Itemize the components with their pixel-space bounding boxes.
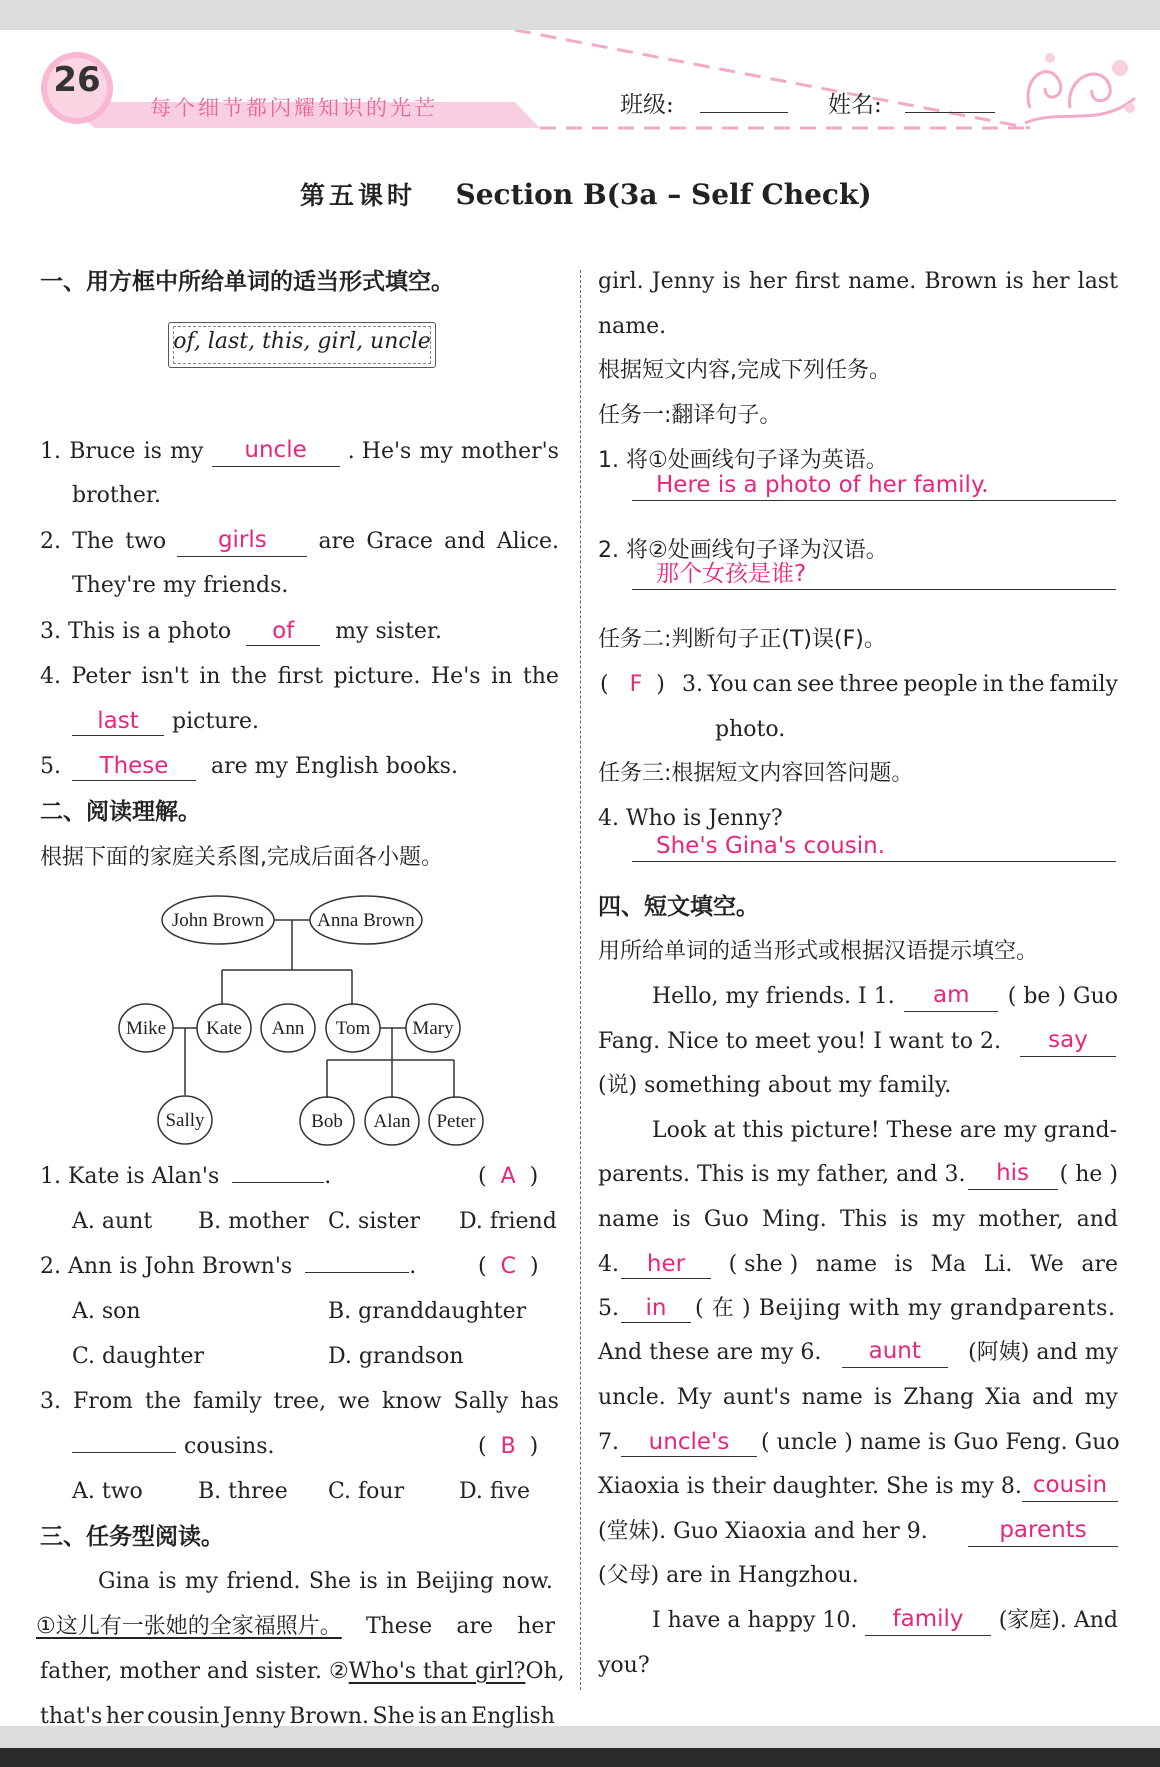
class-label: 班级:	[620, 92, 674, 118]
cloze-line-3: (说) something about my family.	[598, 1073, 952, 1098]
task2-q3-cont: photo.	[715, 717, 786, 742]
class-field[interactable]	[700, 112, 788, 113]
cloze-line-11: 7. uncle's ( uncle ) name is Guo Feng. Guo	[598, 1429, 1120, 1455]
answer-blank[interactable]: family	[865, 1606, 991, 1636]
answer-blank[interactable]: of	[246, 618, 320, 646]
part1-q4-cont: last picture.	[72, 707, 259, 737]
answer-blank[interactable]: aunt	[842, 1338, 948, 1368]
task3-heading: 任务三:根据短文内容回答问题。	[598, 761, 914, 786]
part1-heading: 一、用方框中所给单词的适当形式填空。	[40, 269, 454, 295]
task2-choice[interactable]: ( F )	[600, 672, 665, 697]
part1-q3: 3. This is a photo of my sister.	[40, 618, 443, 644]
part2-q3-stem: 3. From the family tree, we know Sally has	[40, 1389, 559, 1414]
answer-blank[interactable]: last	[72, 708, 164, 736]
tree-label-john: John Brown	[171, 910, 265, 931]
part4-heading: 四、短文填空。	[598, 894, 759, 920]
passage-line-2: ①这儿有一张她的全家福照片。 These are her	[36, 1612, 555, 1642]
flower-ornament-icon	[1010, 38, 1150, 138]
passage-line-6: name.	[598, 314, 667, 339]
passage-line-1: Gina is my friend. She is in Beijing now.	[98, 1569, 553, 1594]
cloze-line-4: Look at this picture! These are my grand-	[652, 1118, 1118, 1143]
answer-blank[interactable]: cousin	[1022, 1472, 1118, 1502]
answer-blank[interactable]: say	[1020, 1027, 1116, 1057]
answer-blank[interactable]: These	[72, 753, 196, 781]
part1-q1: 1. Bruce is my uncle . He's my mother's	[40, 437, 559, 467]
task1-heading: 任务一:翻译句子。	[598, 403, 782, 428]
cloze-line-14: (父母) are in Hangzhou.	[598, 1563, 859, 1588]
part3-heading: 三、任务型阅读。	[40, 1524, 224, 1550]
answer-blank[interactable]	[305, 1272, 409, 1273]
task1-a1-field[interactable]: Here is a photo of her family.	[632, 470, 1116, 501]
page-title	[300, 176, 872, 212]
cloze-line-5: parents. This is my father, and 3. his ( he )	[598, 1160, 1118, 1190]
part2-heading: 二、阅读理解。	[40, 799, 201, 825]
part2-q3-choice[interactable]: ( B )	[478, 1434, 539, 1459]
cloze-line-9: And these are my 6. aunt (阿姨) and my	[598, 1338, 1118, 1368]
part2-q1-choice[interactable]: ( A )	[478, 1164, 539, 1189]
cloze-line-15: I have a happy 10. family (家庭). And	[652, 1606, 1118, 1636]
tree-label-mary: Mary	[412, 1018, 454, 1039]
header-banner	[0, 30, 1160, 150]
name-label: 姓名:	[828, 92, 882, 118]
answer-blank[interactable]: am	[904, 982, 998, 1012]
answer-blank[interactable]: uncle	[212, 437, 340, 467]
underlined-sentence-1: ①这儿有一张她的全家福照片。	[36, 1614, 342, 1639]
answer-blank[interactable]: her	[621, 1251, 711, 1279]
part1-q4: 4. Peter isn't in the first picture. He's in the	[40, 664, 559, 689]
tree-label-kate: Kate	[206, 1018, 242, 1039]
task1-a2-field[interactable]: 那个女孩是谁?	[632, 559, 1116, 590]
part4-instruction: 用所给单词的适当形式或根据汉语提示填空。	[598, 939, 1039, 964]
answer-blank[interactable]: girls	[177, 527, 307, 557]
passage-line-3: father, mother and sister. ②Who's that girl? Oh,	[40, 1659, 565, 1684]
header-slogan: 每个细节都闪耀知识的光芒	[150, 96, 438, 120]
worksheet-page: 26 每个细节都闪耀知识的光芒 班级: 姓名: 第五课时 Section B(3a – Self Check) 一、用方框中所给单词的适当形式填空。 of, last, this, girl, uncle 1. Bruce is my uncle . He's my mother's brother. 2. The two girls are Grace and Alice. They're my friends. 3. This is a photo of my sister. 4. Peter isn't in the first picture. He's in the last picture. 5. These are my English books. 二、阅读理解。 根据下面的家庭关系图,完成后面各小题。 John Brown Anna Brown Mike Kate Ann Tom Mary Sally Bob Alan Peter 1. Kate is Alan's . ( A ) A. aunt B. mother C. sister D. friend 2. Ann is John Brown's . ( C ) A. son B. granddaughter C. daughter D. grandson 3. From the family tree, we know Sally has cousins. ( B ) A. two B. three C. four D. five 三、任务型阅读。 Gina is my friend. She is in Beijing now. ①这儿有一张她的全家福照片。 These are her father, mother and sister. ②Who's that girl? Oh, that's her cousin Jenny Brown. She is an English girl. Jenny is her first name. Brown is her last name. 根据短文内容,完成下列任务。 任务一:翻译句子。 1. 将①处画线句子译为英语。 Here is a photo of her family. 2. 将②处画线句子译为汉语。 那个女孩是谁? 任务二:判断句子正(T)误(F)。 ( F ) 3. You can see three people in the family photo. 任务三:根据短文内容回答问题。 4. Who is Jenny? She's Gina's cousin. 四、短文填空。 用所给单词的适当形式或根据汉语提示填空。 Hello, my friends. I 1. am ( be ) Guo Fang. Nice to meet you! I want to 2. say (说) something about my family. Look at this picture! These are my grand- parents. This is my father, and 3. his ( he ) name is Guo Ming. This is my mother, and 4. her ( she ) name is Ma Li. We are 5. in ( 在 ) Beijing with my grandparents. And these are my 6. aunt (阿姨) and my uncle. My aunt's name is Zhang Xia and my 7. uncle's ( uncle ) name is Guo Feng. Guo Xiaoxia is their daughter. She is my 8. cousin (堂妹). Guo Xiaoxia and her 9. parents (父母) are in Hangzhou. I have a happy 10. family (家庭). And you?	[0, 30, 1160, 1726]
tree-label-alan: Alan	[373, 1111, 411, 1132]
part1-q2-cont: They're my friends.	[72, 573, 289, 598]
lesson-label: 第五课时	[300, 181, 417, 210]
tree-label-peter: Peter	[436, 1111, 476, 1132]
page-number: 26	[53, 60, 101, 100]
bottom-bar	[0, 1748, 1160, 1767]
underlined-sentence-2: Who's that girl?	[348, 1659, 526, 1684]
name-field[interactable]	[905, 112, 995, 113]
answer-blank[interactable]	[72, 1452, 176, 1453]
task2-q3: 3. You can see three people in the family	[682, 672, 1118, 697]
section-label: Section B(3a – Self Check)	[455, 178, 872, 211]
cloze-line-10: uncle. My aunt's name is Zhang Xia and my	[598, 1385, 1118, 1410]
tree-label-ann: Ann	[271, 1018, 305, 1039]
task3-q4: 4. Who is Jenny?	[598, 806, 783, 831]
part2-q2-choice[interactable]: ( C )	[478, 1254, 539, 1279]
tree-label-anna: Anna Brown	[317, 910, 415, 931]
task2-heading: 任务二:判断句子正(T)误(F)。	[598, 627, 886, 652]
cloze-line-1: Hello, my friends. I 1. am ( be ) Guo	[652, 982, 1118, 1012]
answer-blank[interactable]: his	[968, 1160, 1058, 1190]
part2-instruction: 根据下面的家庭关系图,完成后面各小题。	[40, 845, 443, 870]
tree-label-mike: Mike	[125, 1018, 167, 1039]
cloze-line-13: (堂妹). Guo Xiaoxia and her 9. parents	[598, 1517, 1118, 1547]
answer-blank[interactable]: in	[621, 1295, 691, 1323]
tree-label-sally: Sally	[165, 1110, 205, 1131]
cloze-line-2: Fang. Nice to meet you! I want to 2. say	[598, 1027, 1116, 1057]
cloze-line-8: 5. in ( 在 ) Beijing with my grandparents.	[598, 1295, 1116, 1321]
answer-blank[interactable]	[232, 1182, 324, 1183]
word-box	[168, 322, 436, 368]
passage-line-4: that's her cousin Jenny Brown. She is an English	[40, 1704, 555, 1729]
answer-blank[interactable]: parents	[968, 1517, 1118, 1547]
column-divider	[580, 270, 581, 1690]
word-box-text: of, last, this, girl, uncle	[173, 329, 431, 354]
part2-q2-stem: 2. Ann is John Brown's .	[40, 1254, 417, 1279]
tree-label-tom: Tom	[335, 1018, 371, 1039]
task1-q2: 2. 将②处画线句子译为汉语。	[598, 538, 888, 563]
part2-q1-stem: 1. Kate is Alan's .	[40, 1164, 332, 1189]
cloze-line-12: Xiaoxia is their daughter. She is my 8. cousin	[598, 1472, 1118, 1502]
passage-line-5: girl. Jenny is her first name. Brown is her last	[598, 269, 1118, 294]
part1-q5: 5. These are my English books.	[40, 753, 458, 779]
cloze-line-7: 4. her ( she ) name is Ma Li. We are	[598, 1251, 1118, 1277]
answer-blank[interactable]: uncle's	[621, 1429, 757, 1457]
part2-q3-cont: cousins.	[72, 1432, 275, 1462]
cloze-line-6: name is Guo Ming. This is my mother, and	[598, 1207, 1118, 1232]
part1-q1-cont: brother.	[72, 483, 161, 508]
tree-label-bob: Bob	[311, 1111, 343, 1132]
task1-q1: 1. 将①处画线句子译为英语。	[598, 448, 888, 473]
family-tree-diagram	[100, 885, 500, 1155]
part1-q2: 2. The two girls are Grace and Alice.	[40, 527, 559, 557]
task3-a4-field[interactable]: She's Gina's cousin.	[632, 831, 1116, 862]
part3-instruction: 根据短文内容,完成下列任务。	[598, 358, 891, 383]
cloze-line-16: you?	[598, 1653, 650, 1678]
